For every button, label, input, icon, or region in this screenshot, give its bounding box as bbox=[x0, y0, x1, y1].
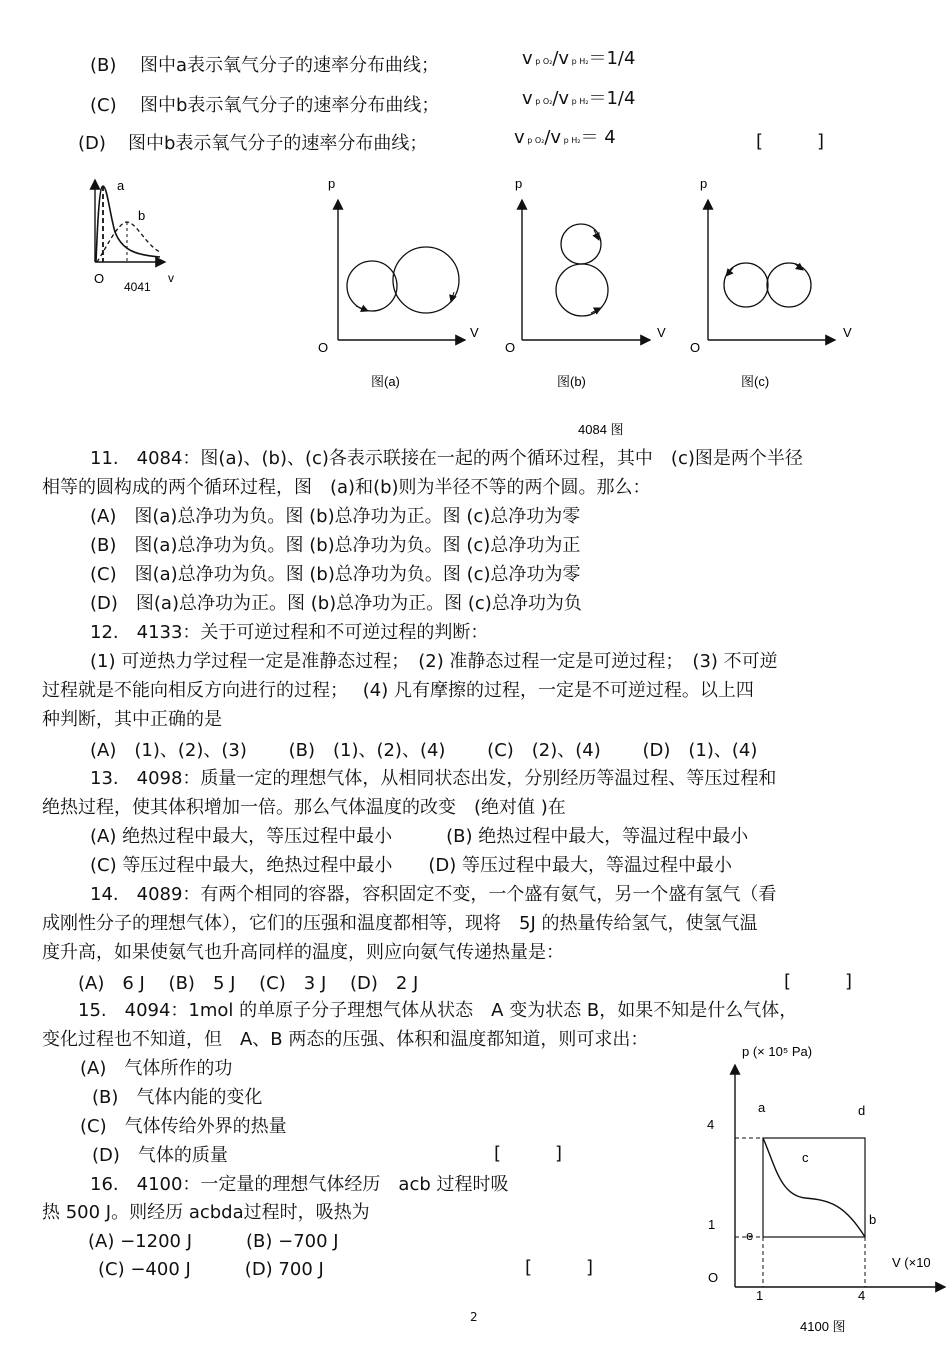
q14-stem-line3: 度升高，如果使氨气也升高同样的温度，则应向氨气传递热量是： bbox=[42, 942, 564, 963]
point-d-label: d bbox=[858, 1103, 866, 1118]
caption-b: 图(b) bbox=[557, 374, 586, 389]
option-b-text: 图中a表示氧气分子的速率分布曲线； bbox=[140, 55, 440, 76]
origin-label-c: O bbox=[690, 340, 701, 355]
q16-options-cd: (C) −400 J (D) 700 J bbox=[98, 1259, 324, 1280]
q11-option-d: (D) 图(a)总净功为正。图 (b)总净功为正。图 (c)总净功为负 bbox=[90, 593, 582, 614]
q13-options-cd: (C) 等压过程中最大，绝热过程中最小 (D) 等压过程中最大，等温过程中最小 bbox=[90, 855, 732, 876]
q11-option-c: (C) 图(a)总净功为负。图 (b)总净功为负。图 (c)总净功为零 bbox=[90, 564, 581, 585]
option-d-text: 图中b表示氧气分子的速率分布曲线； bbox=[128, 133, 428, 154]
curve-a-label: a bbox=[117, 178, 125, 193]
q15-option-b: (B) 气体内能的变化 bbox=[92, 1087, 263, 1108]
axis-v-label: V (×10 bbox=[892, 1255, 931, 1270]
tick-x-1: 1 bbox=[756, 1288, 764, 1303]
q13-stem-line2: 绝热过程，使其体积增加一倍。那么气体温度的改变 (绝对值 )在 bbox=[42, 797, 566, 818]
answer-bracket-q16: [ ] bbox=[525, 1257, 594, 1278]
q15-stem-line2: 变化过程也不知道，但 A、B 两态的压强、体积和温度都知道，则可求出： bbox=[42, 1029, 649, 1050]
figure-4041-label: 4041 bbox=[124, 280, 151, 294]
q12-stem-line2: (1) 可逆热力学过程一定是准静态过程； (2) 准静态过程一定是可逆过程； (3) 不可逆 bbox=[90, 651, 778, 672]
axis-p-label: p (× 10⁵ Pa) bbox=[742, 1044, 813, 1059]
axis-v-label-a: V bbox=[470, 325, 479, 340]
q13-options-ab: (A) 绝热过程中最大，等压过程中最小 (B) 绝热过程中最大，等温过程中最小 bbox=[90, 826, 749, 847]
page-number: 2 bbox=[470, 1310, 478, 1324]
axis-p-label-b: p bbox=[515, 176, 523, 191]
q15-option-d: (D) 气体的质量 bbox=[92, 1145, 228, 1166]
q11-option-b: (B) 图(a)总净功为负。图 (b)总净功为负。图 (c)总净功为正 bbox=[90, 535, 581, 556]
tick-y-1: 1 bbox=[708, 1217, 716, 1232]
option-d-ratio: v p O₂/v p H₂＝ 4 bbox=[514, 127, 616, 148]
tick-x-4: 4 bbox=[858, 1288, 866, 1303]
q14-stem-line2: 成刚性分子的理想气体），它们的压强和温度都相等，现将 5J 的热量传给氢气，使氢气温 bbox=[42, 913, 758, 934]
q12-stem-line3: 过程就是不能向相反方向进行的过程； (4) 凡有摩擦的过程，一定是不可逆过程。以上四 bbox=[42, 680, 754, 701]
q11-stem-line2: 相等的圆构成的两个循环过程，图 (a)和(b)则为半径不等的两个圆。那么： bbox=[42, 477, 651, 498]
q11-option-a: (A) 图(a)总净功为负。图 (b)总净功为正。图 (c)总净功为零 bbox=[90, 506, 581, 527]
q16-stem-line1: 16. 4100：一定量的理想气体经历 acb 过程时吸 bbox=[90, 1174, 509, 1195]
figure-4084-c bbox=[690, 176, 852, 389]
figure-4041-speed-distribution bbox=[94, 178, 174, 294]
point-e-label: e bbox=[746, 1228, 754, 1243]
q12-stem-line1: 12. 4133：关于可逆过程和不可逆过程的判断： bbox=[90, 622, 489, 643]
figure-4084-a bbox=[318, 176, 479, 389]
axis-v-label-b: V bbox=[657, 325, 666, 340]
origin-label-b: O bbox=[505, 340, 516, 355]
q14-stem-line1: 14. 4089：有两个相同的容器，容积固定不变，一个盛有氨气，另一个盛有氢气（看 bbox=[90, 884, 777, 905]
figure-4100-title: 4100 图 bbox=[800, 1319, 846, 1334]
q13-stem-line1: 13. 4098：质量一定的理想气体，从相同状态出发，分别经历等温过程、等压过程和 bbox=[90, 768, 777, 789]
axis-p-label-c: p bbox=[700, 176, 708, 191]
point-a-label: a bbox=[758, 1100, 766, 1115]
option-b-label: (B) bbox=[90, 55, 117, 76]
figure-4100-pv-diagram bbox=[707, 1044, 945, 1334]
q16-options-ab: (A) −1200 J (B) −700 J bbox=[88, 1231, 339, 1252]
axis-p-label-a: p bbox=[328, 176, 336, 191]
curve-b-label: b bbox=[138, 208, 146, 223]
option-c-text: 图中b表示氧气分子的速率分布曲线； bbox=[140, 95, 440, 116]
origin-label: O bbox=[708, 1270, 719, 1285]
tick-y-4: 4 bbox=[707, 1117, 715, 1132]
answer-bracket-q15: [ ] bbox=[494, 1143, 563, 1164]
point-c-label: c bbox=[802, 1150, 809, 1165]
caption-c: 图(c) bbox=[741, 374, 770, 389]
q15-stem-line1: 15. 4094：1mol 的单原子分子理想气体从状态 A 变为状态 B，如果不知是什么气体， bbox=[78, 1000, 798, 1021]
option-c-label: (C) bbox=[90, 95, 117, 116]
q11-stem-line1: 11. 4084：图(a)、(b)、(c)各表示联接在一起的两个循环过程，其中 (c)图是两个半径 bbox=[90, 448, 803, 469]
option-d-label: (D) bbox=[78, 133, 106, 154]
figure-4084-b bbox=[505, 176, 666, 389]
figure-4084-title: 4084 图 bbox=[578, 422, 624, 437]
axis-v-label-c: V bbox=[843, 325, 852, 340]
origin-label: O bbox=[94, 271, 105, 286]
q16-stem-line2: 热 500 J。则经历 acbda过程时，吸热为 bbox=[42, 1202, 370, 1223]
q15-option-a: (A) 气体所作的功 bbox=[80, 1058, 233, 1079]
origin-label-a: O bbox=[318, 340, 329, 355]
option-c-ratio: v p O₂/v p H₂＝1/4 bbox=[522, 88, 636, 109]
point-b-label: b bbox=[869, 1212, 877, 1227]
q12-options: (A) (1)、(2)、(3) (B) (1)、(2)、(4) (C) (2)、(4) (D) (1)、(4) bbox=[90, 740, 758, 761]
axis-v-label: v bbox=[168, 271, 174, 285]
answer-bracket-q14: [ ] bbox=[784, 971, 853, 992]
q15-option-c: (C) 气体传给外界的热量 bbox=[80, 1116, 287, 1137]
caption-a: 图(a) bbox=[371, 374, 400, 389]
q14-options: (A) 6 J (B) 5 J (C) 3 J (D) 2 J bbox=[78, 973, 419, 994]
q12-stem-line4: 种判断，其中正确的是 bbox=[42, 709, 222, 730]
answer-bracket-q10: [ ] bbox=[756, 131, 825, 152]
option-b-ratio: v p O₂/v p H₂＝1/4 bbox=[522, 48, 636, 69]
